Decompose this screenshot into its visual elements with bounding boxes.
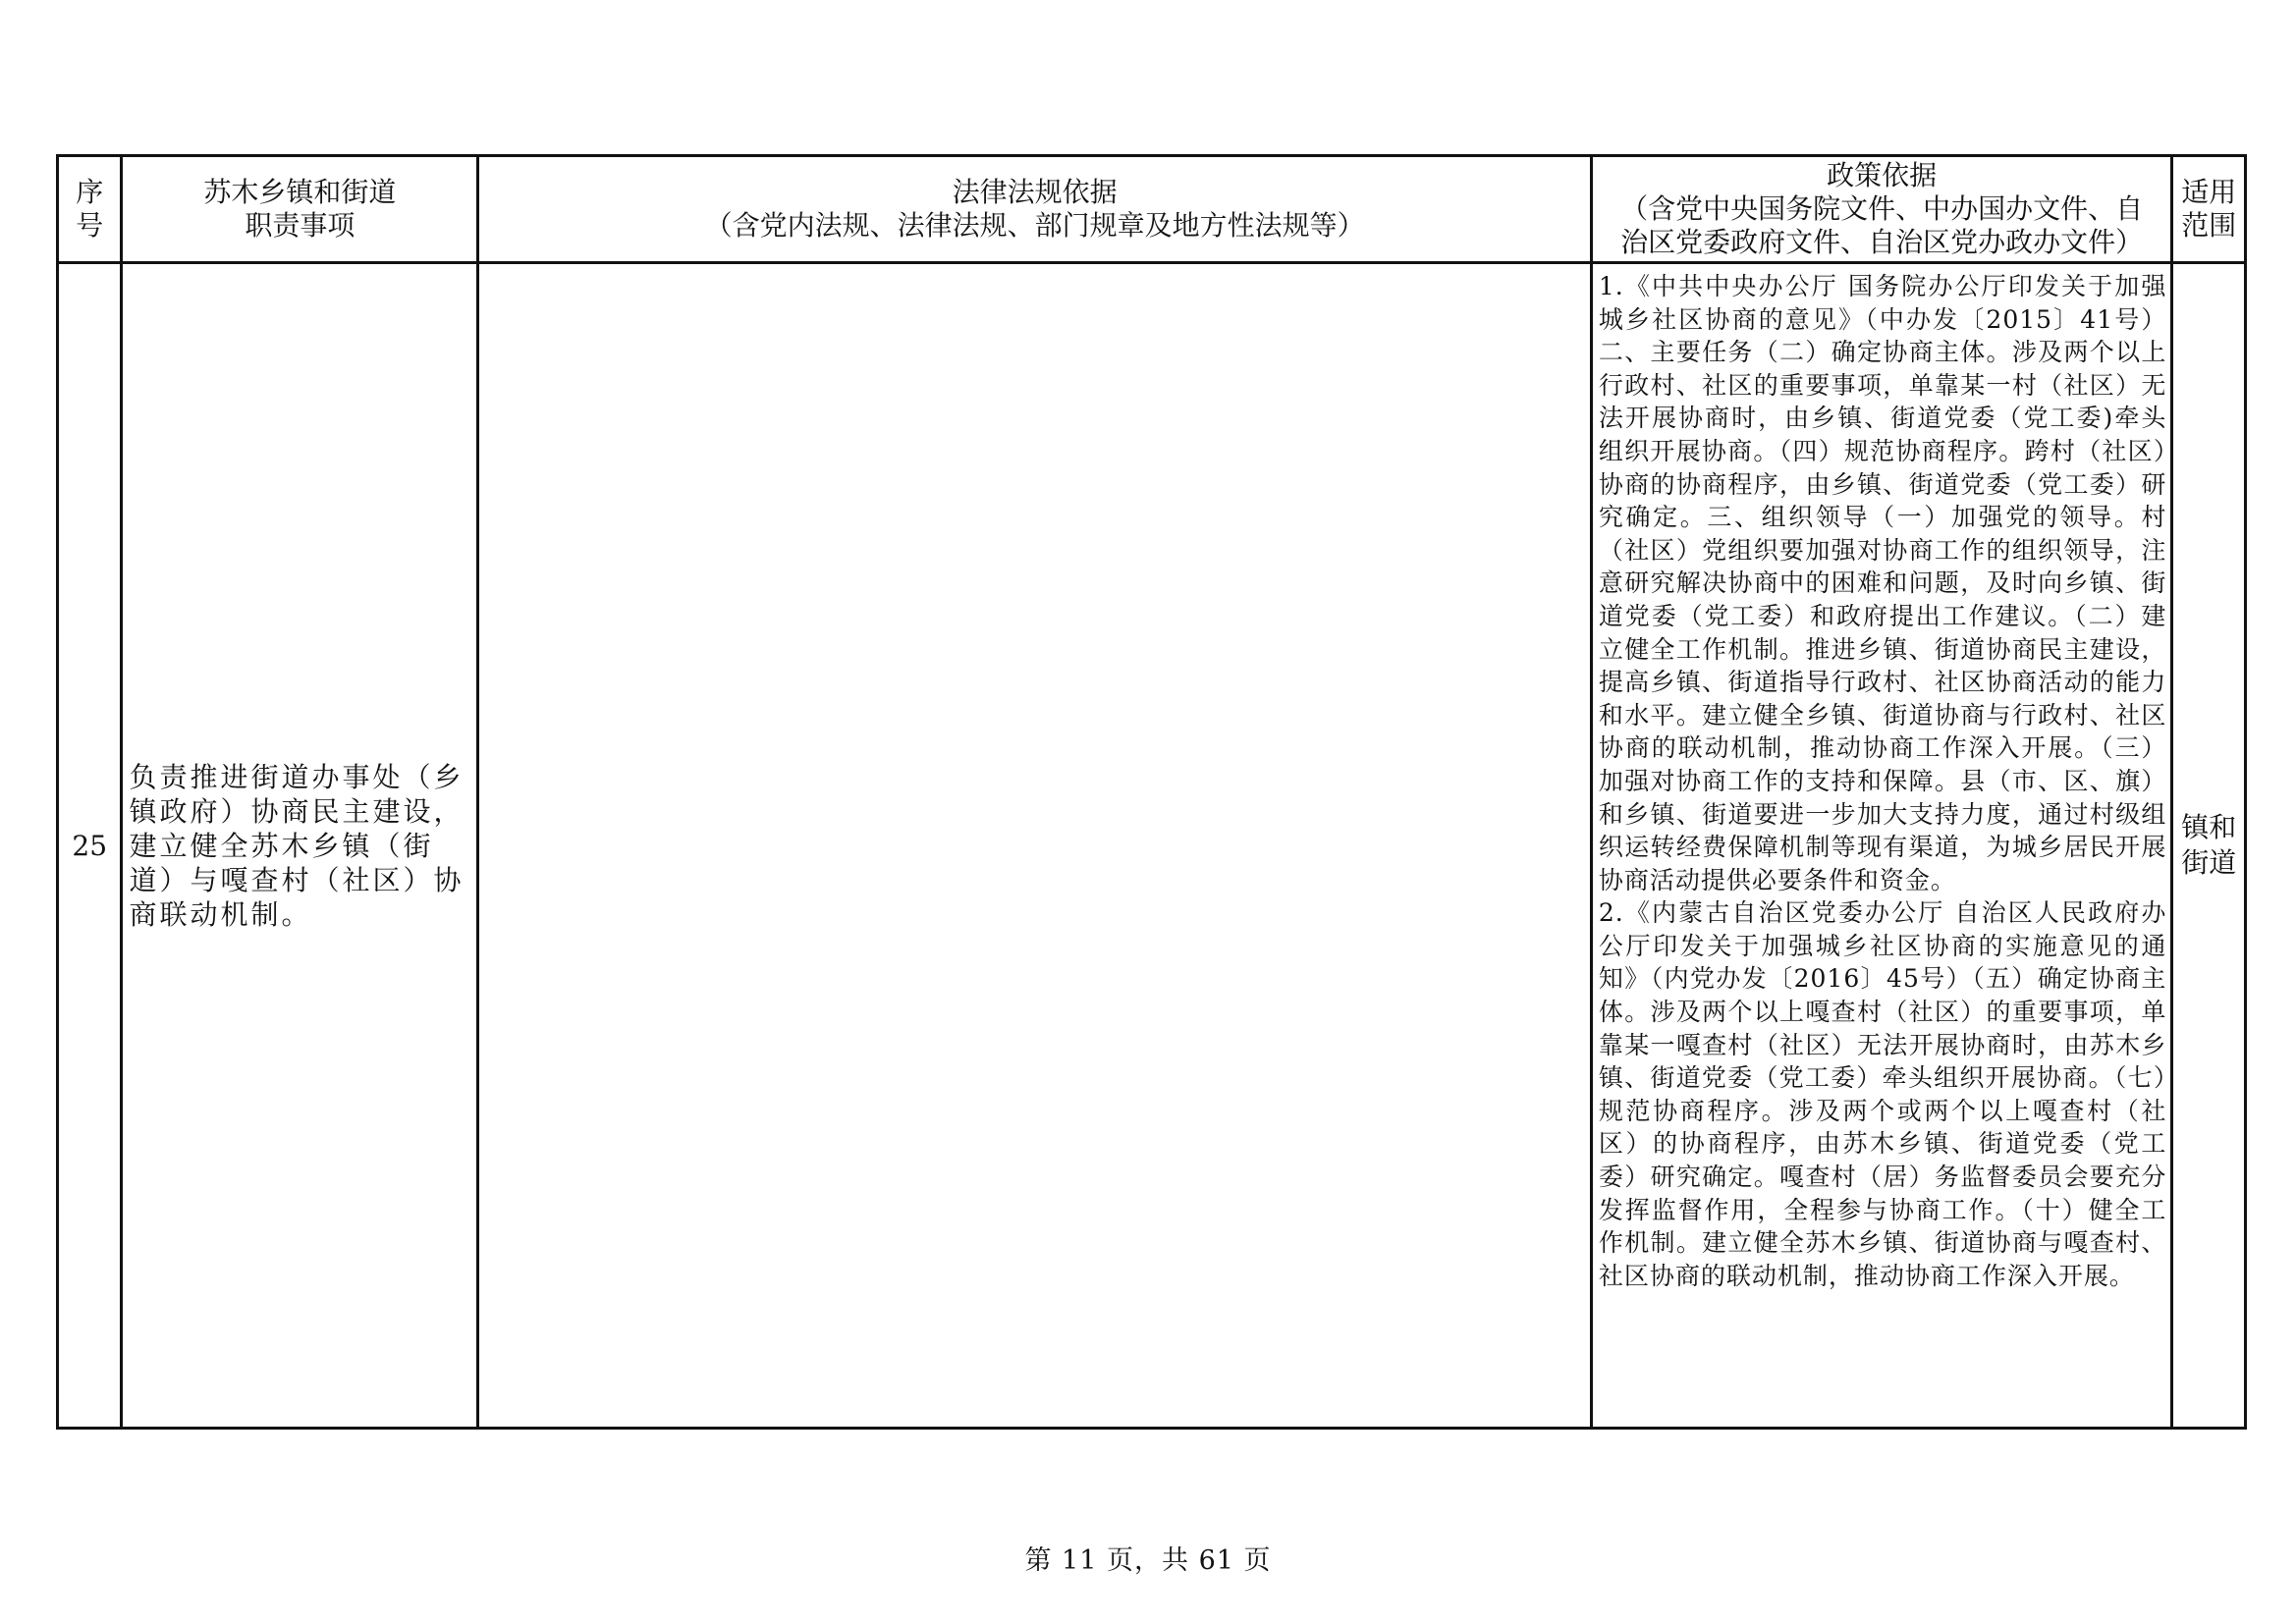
- header-duty: [122, 156, 478, 263]
- header-scope-line1: 适用: [2181, 176, 2237, 208]
- header-seq-line1: 序: [76, 176, 104, 208]
- row-law-basis-cell: [478, 263, 1592, 1429]
- row-seq-cell: 25: [58, 263, 122, 1429]
- header-scope-line2: 范围: [2181, 209, 2237, 242]
- row-scope-cell: [2172, 263, 2246, 1429]
- header-duty-line2: 职责事项: [245, 209, 355, 242]
- page-number: 第 11 页，共 61 页: [1024, 1545, 1272, 1576]
- row-duty-cell: 负责推进街道办事处（乡镇政府）协商民主建设，建立健全苏木乡镇（街道）与嘎查村（社区）协商联动机制。: [122, 263, 478, 1429]
- header-law-basis: [478, 156, 1592, 263]
- header-law-line1: 法律法规依据: [952, 176, 1118, 208]
- scope-line1: 镇和: [2181, 811, 2237, 843]
- table-header-row: [58, 156, 2246, 263]
- scope-line2: 街道: [2181, 846, 2237, 879]
- header-duty-line1: 苏木乡镇和街道: [203, 176, 397, 208]
- policy-item-1: 1.《中共中央办公厅 国务院办公厅印发关于加强城乡社区协商的意见》（中办发〔2015〕41号）二、主要任务（二）确定协商主体。涉及两个以上行政村、社区的重要事项，单靠某一村（社区）无法开展协商时，由乡镇、街道党委（党工委)牵头组织开展协商。（四）规范协商程序。跨村（社区）协商的协商程序，由乡镇、街道党委（党工委）研究确定。三、组织领导（一）加强党的领导。村（社区）党组织要加强对协商工作的组织领导，注意研究解决协商中的困难和问题，及时向乡镇、街道党委（党工委）和政府提出工作建议。（二）建立健全工作机制。推进乡镇、街道协商民主建设，提高乡镇、街道指导行政村、社区协商活动的能力和水平。建立健全乡镇、街道协商与行政村、社区协商的联动机制，推动协商工作深入开展。（三）加强对协商工作的支持和保障。县（市、区、旗）和乡镇、街道要进一步加大支持力度，通过村级组织运转经费保障机制等现有渠道，为城乡居民开展协商活动提供必要条件和资金。: [1598, 272, 2167, 894]
- header-seq-line2: 号: [76, 209, 104, 242]
- responsibility-table: [56, 154, 2247, 1430]
- header-scope: [2172, 156, 2246, 263]
- header-seq: [58, 156, 122, 263]
- header-law-line2: （含党内法规、法律法规、部门规章及地方性法规等）: [704, 209, 1365, 242]
- policy-item-2: 2.《内蒙古自治区党委办公厅 自治区人民政府办公厅印发关于加强城乡社区协商的实施意见的通知》（内党办发〔2016〕45号）（五）确定协商主体。涉及两个以上嘎查村（社区）的重要事项，单靠某一嘎查村（社区）无法开展协商时，由苏木乡镇、街道党委（党工委）牵头组织开展协商。（七）规范协商程序。涉及两个或两个以上嘎查村（社区）的协商程序，由苏木乡镇、街道党委（党工委）研究确定。嘎查村（居）务监督委员会要充分发挥监督作用，全程参与协商工作。（十）健全工作机制。建立健全苏木乡镇、街道协商与嘎查村、社区协商的联动机制，推动协商工作深入开展。: [1598, 898, 2167, 1290]
- header-policy-line2: （含党中央国务院文件、中办国办文件、自: [1620, 192, 2144, 225]
- header-policy-line1: 政策依据: [1827, 159, 1938, 191]
- row-policy-cell: [1591, 263, 2172, 1429]
- header-policy-line3: 治区党委政府文件、自治区党办政办文件）: [1620, 226, 2144, 258]
- table-row: [58, 263, 2246, 1429]
- header-policy-basis: [1591, 156, 2172, 263]
